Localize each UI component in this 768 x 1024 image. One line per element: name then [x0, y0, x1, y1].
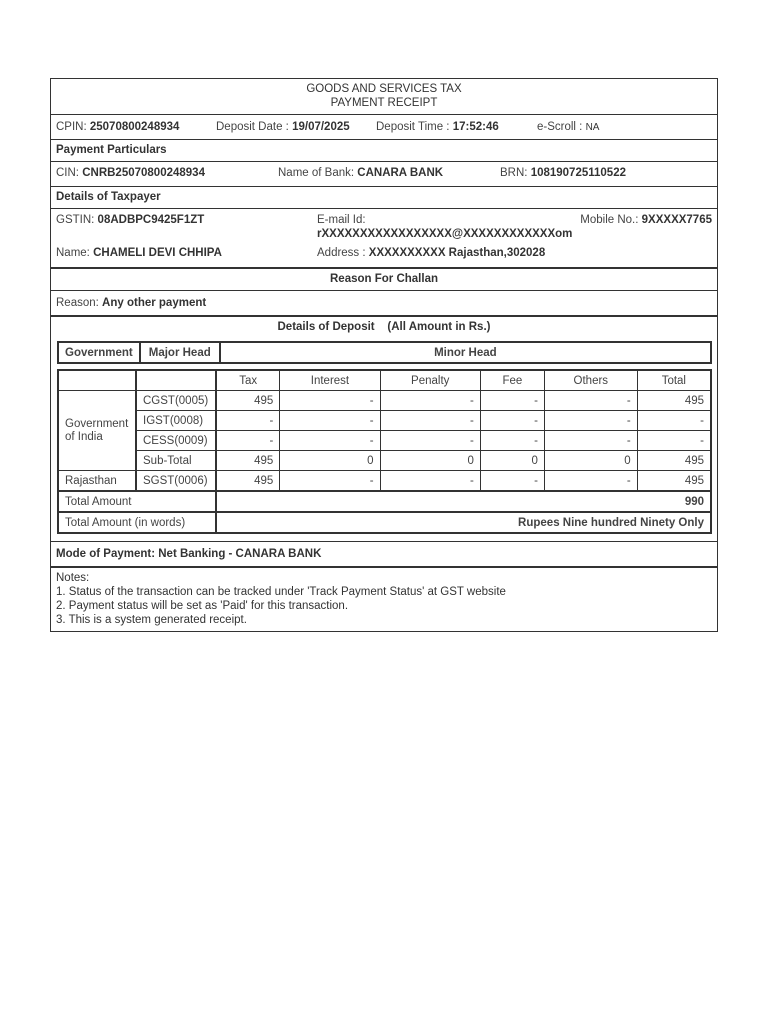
value-cell: -	[216, 411, 280, 431]
total-amount-row	[58, 491, 711, 512]
value-cell: 495	[216, 391, 280, 411]
major-head-cell: IGST(0008)	[136, 411, 216, 431]
table-row	[58, 471, 711, 492]
note-item: 2. Payment status will be set as 'Paid' for this transaction.	[56, 600, 349, 612]
mode-of-payment-row	[51, 542, 717, 568]
value-cell: -	[280, 431, 380, 451]
email-label: E-mail Id:	[317, 214, 366, 226]
column-header: Total	[637, 370, 711, 391]
receipt-header	[51, 79, 717, 115]
head-minor: Minor Head	[220, 342, 711, 363]
table-row	[58, 411, 711, 431]
value-cell: -	[280, 471, 380, 492]
value-cell: -	[544, 431, 637, 451]
value-cell: -	[480, 431, 544, 451]
deposit-head-table	[57, 341, 712, 364]
deposit-title: Details of Deposit (All Amount in Rs.)	[277, 321, 491, 333]
value-cell: -	[637, 431, 711, 451]
total-amount-label: Total Amount	[58, 491, 216, 512]
value-cell: -	[544, 411, 637, 431]
note-item: 1. Status of the transaction can be tracked under 'Track Payment Status' at GST website	[56, 586, 506, 598]
value-cell: 0	[380, 451, 480, 471]
payment-receipt	[50, 78, 718, 632]
total-words-value: Rupees Nine hundred Ninety Only	[216, 512, 711, 533]
major-head-cell: CGST(0005)	[136, 391, 216, 411]
address: Address : XXXXXXXXXX Rajasthan,302028	[317, 247, 546, 259]
value-cell: 495	[216, 451, 280, 471]
notes-title: Notes:	[56, 572, 90, 584]
total-words-row	[58, 512, 711, 533]
major-head-cell: Sub-Total	[136, 451, 216, 471]
bank-name: Name of Bank: CANARA BANK	[278, 167, 444, 179]
table-row	[58, 431, 711, 451]
column-header: Tax	[216, 370, 280, 391]
rajasthan-cell: Rajasthan	[58, 471, 136, 492]
total-amount-value: 990	[216, 491, 711, 512]
value-cell: -	[480, 471, 544, 492]
taxpayer-title: Details of Taxpayer	[56, 191, 161, 203]
value-cell: -	[544, 391, 637, 411]
government-of-india-cell: Government of India	[58, 391, 136, 471]
value-cell: -	[380, 471, 480, 492]
deposit-table	[57, 369, 712, 534]
value-cell: 495	[216, 471, 280, 492]
taxpayer-name: Name: CHAMELI DEVI CHHIPA	[56, 247, 222, 259]
header-title: GOODS AND SERVICES TAX	[306, 83, 462, 95]
value-cell: -	[280, 411, 380, 431]
cpin: CPIN: 25070800248934	[56, 121, 180, 133]
deposit-time: Deposit Time : 17:52:46	[376, 121, 499, 133]
payment-particulars-title-row	[51, 140, 717, 162]
cin: CIN: CNRB25070800248934	[56, 167, 205, 179]
brn: BRN: 108190725110522	[500, 167, 626, 179]
value-cell: -	[216, 431, 280, 451]
value-cell: 0	[280, 451, 380, 471]
value-cell: -	[380, 431, 480, 451]
major-head-cell: CESS(0009)	[136, 431, 216, 451]
value-cell: -	[380, 411, 480, 431]
value-cell: -	[637, 411, 711, 431]
column-header: Fee	[480, 370, 544, 391]
cpin-row	[51, 115, 717, 140]
taxpayer-title-row	[51, 187, 717, 209]
reason-title: Reason For Challan	[330, 273, 438, 285]
value-cell: -	[280, 391, 380, 411]
value-cell: 0	[544, 451, 637, 471]
value-cell: 495	[637, 391, 711, 411]
header-subtitle: PAYMENT RECEIPT	[330, 97, 438, 109]
total-words-label: Total Amount (in words)	[58, 512, 216, 533]
mobile: Mobile No.: 9XXXXX7765	[580, 214, 712, 226]
mode-of-payment: Mode of Payment: Net Banking - CANARA BANK	[56, 548, 322, 560]
value-cell: 0	[480, 451, 544, 471]
value-cell: -	[480, 391, 544, 411]
gstin: GSTIN: 08ADBPC9425F1ZT	[56, 214, 205, 226]
notes	[56, 571, 506, 627]
reason-title-row	[51, 269, 717, 291]
table-row	[58, 391, 711, 411]
value-cell: -	[480, 411, 544, 431]
deposit-date: Deposit Date : 19/07/2025	[216, 121, 350, 133]
column-header: Others	[544, 370, 637, 391]
taxpayer-details	[51, 209, 717, 269]
head-government: Government	[58, 342, 140, 363]
cin-row	[51, 162, 717, 187]
table-row	[58, 451, 711, 471]
value-cell: 495	[637, 471, 711, 492]
e-scroll: e-Scroll : NA	[537, 121, 600, 133]
deposit-title-row	[51, 317, 717, 337]
value-cell: -	[544, 471, 637, 492]
column-header: Penalty	[380, 370, 480, 391]
email-value: rXXXXXXXXXXXXXXXXX@XXXXXXXXXXXXom	[317, 228, 573, 240]
payment-particulars-title: Payment Particulars	[56, 144, 167, 156]
column-header: Interest	[280, 370, 380, 391]
value-cell: -	[380, 391, 480, 411]
note-item: 3. This is a system generated receipt.	[56, 614, 247, 626]
reason: Reason: Any other payment	[56, 297, 207, 309]
reason-row	[51, 291, 717, 317]
value-cell: 495	[637, 451, 711, 471]
head-major: Major Head	[140, 342, 220, 363]
major-head-cell: SGST(0006)	[136, 471, 216, 492]
table-row	[58, 370, 711, 391]
